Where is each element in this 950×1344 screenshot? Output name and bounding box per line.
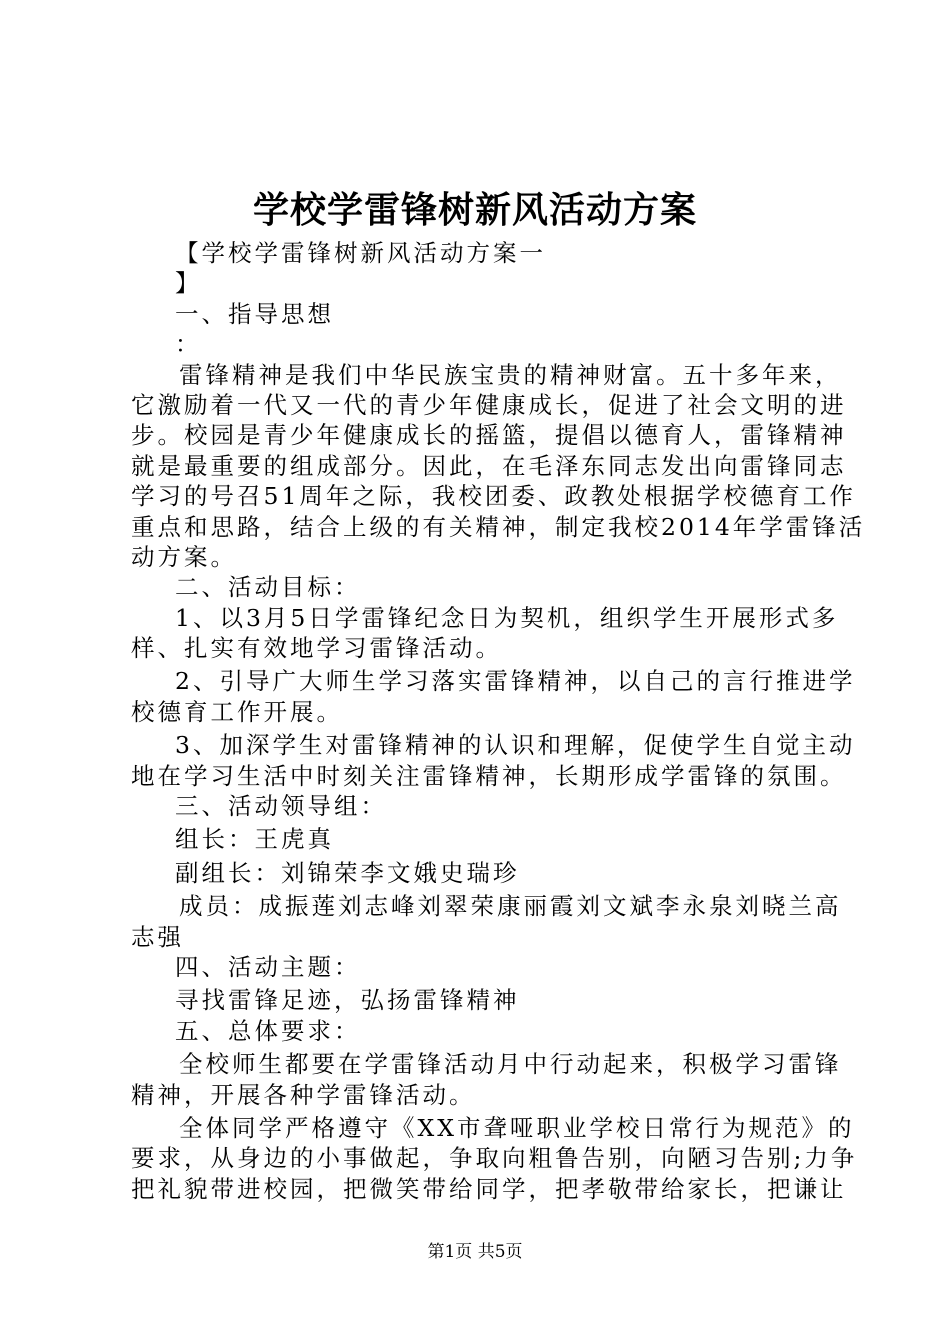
text-line-group-leader: 组长：王虎真 [175, 825, 334, 854]
paragraph-line: 2、引导广大师生学习落实雷锋精神，以自己的言行推进学 [175, 667, 856, 696]
paragraph-line: 雷锋精神是我们中华民族宝贵的精神财富。五十多年来， [179, 360, 842, 389]
paragraph-line: 动方案。 [131, 542, 237, 571]
text-line-deputy-leaders: 副组长：刘锦荣李文娥史瑞珍 [175, 858, 520, 887]
paragraph-line: 步。校园是青少年健康成长的摇篮，提倡以德育人，雷锋精神 [131, 421, 847, 450]
section-heading-guiding-thought: 一、指导思想 [175, 299, 334, 328]
paragraph-line: 就是最重要的组成部分。因此，在毛泽东同志发出向雷锋同志 [131, 451, 847, 480]
paragraph-line: 全体同学严格遵守《XX市聋哑职业学校日常行为规范》的 [179, 1113, 855, 1142]
page-indicator: 第1页 共5页 [427, 1242, 523, 1262]
text-line-members-cont: 志强 [131, 922, 184, 951]
paragraph-line: 1、以3月5日学雷锋纪念日为契机，组织学生开展形式多 [175, 603, 839, 632]
paragraph-line: 样、扎实有效地学习雷锋活动。 [131, 634, 502, 663]
paragraph-line: 精神，开展各种学雷锋活动。 [131, 1080, 476, 1109]
section-heading-activity-goals: 二、活动目标： [175, 573, 361, 602]
text-line-members: 成员：成振莲刘志峰刘翠荣康丽霞刘文斌李永泉刘晓兰高 [179, 892, 842, 921]
text-line-theme: 寻找雷锋足迹，弘扬雷锋精神 [175, 986, 520, 1015]
paragraph-line: 它激励着一代又一代的青少年健康成长，促进了社会文明的进 [131, 390, 847, 419]
paragraph-line: 把礼貌带进校园，把微笑带给同学，把孝敬带给家长，把谦让 [131, 1174, 847, 1203]
document-title: 学校学雷锋树新风活动方案 [252, 189, 697, 231]
section-heading-overall-requirements: 五、总体要求： [175, 1016, 361, 1045]
text-line-bracket-close: 】 [175, 269, 202, 298]
paragraph-line: 要求，从身边的小事做起，争取向粗鲁告别，向陋习告别;力争 [131, 1144, 858, 1173]
paragraph-line: 重点和思路，结合上级的有关精神，制定我校2014年学雷锋活 [131, 512, 866, 541]
paragraph-line: 地在学习生活中时刻关注雷锋精神，长期形成学雷锋的氛围。 [131, 761, 847, 790]
text-line-bracket-open: 【学校学雷锋树新风活动方案一 [175, 239, 546, 267]
paragraph-line: 校德育工作开展。 [131, 697, 343, 726]
text-line-colon: ： [175, 330, 202, 359]
section-heading-leadership-group: 三、活动领导组： [175, 792, 387, 821]
section-heading-activity-theme: 四、活动主题： [175, 952, 361, 981]
document-body [131, 238, 866, 1204]
paragraph-line: 3、加深学生对雷锋精神的认识和理解，促使学生自觉主动 [175, 731, 856, 760]
paragraph-line: 学习的号召51周年之际，我校团委、政教处根据学校德育工作 [131, 482, 856, 511]
paragraph-line: 全校师生都要在学雷锋活动月中行动起来，积极学习雷锋 [179, 1050, 842, 1079]
